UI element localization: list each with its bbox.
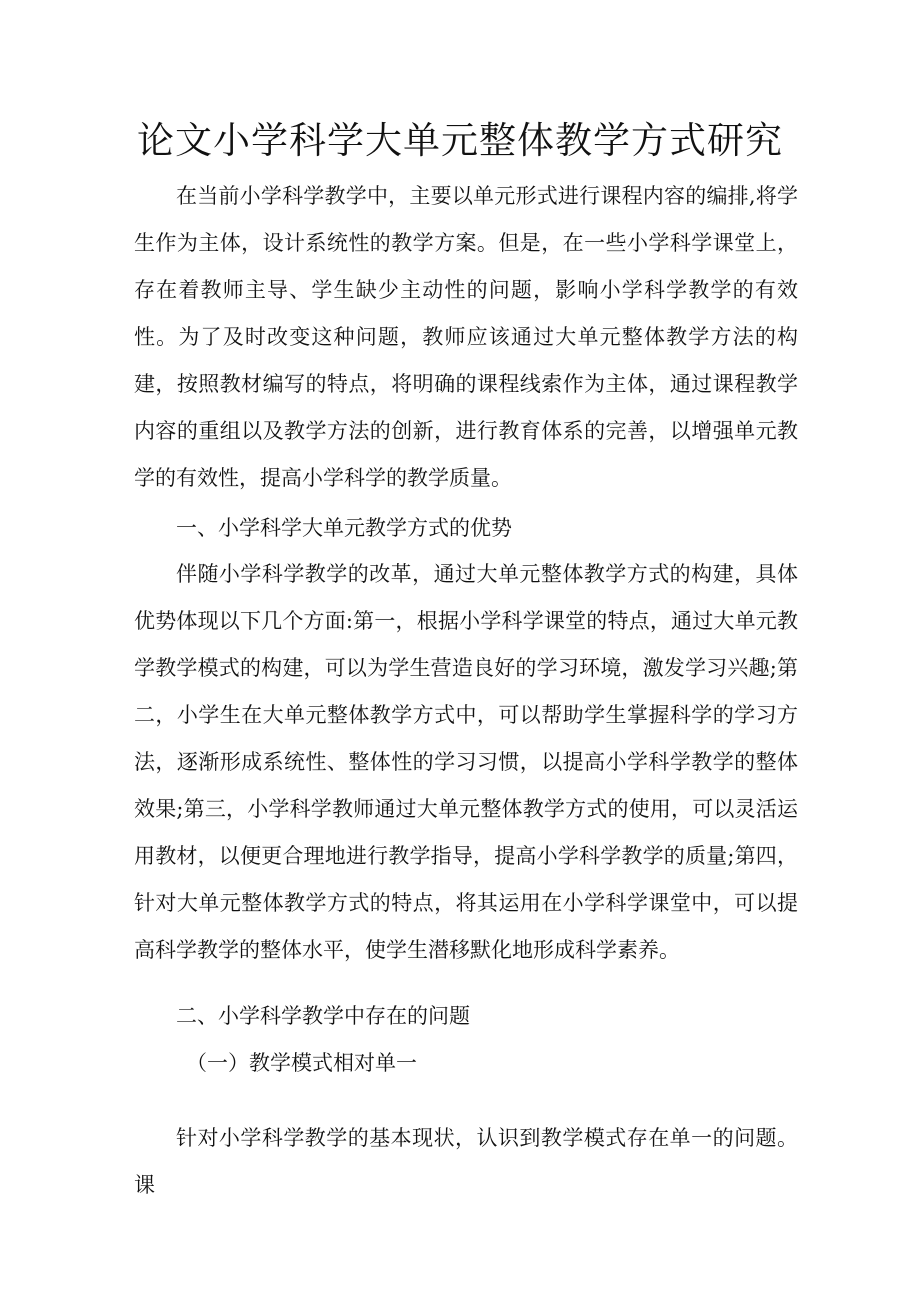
section2-subheading-1: （一）教学模式相对单一: [186, 1051, 417, 1075]
intro-paragraph: 在当前小学科学教学中，主要以单元形式进行课程内容的编排,将学生作为主体，设计系统性的教学方案。但是，在一些小学科学课堂上，存在着教师主导、学生缺少主动性的问题，影响小学科学教学的有效性。为了及时改变这种问题，教师应该通过大单元整体教学方法的构建，按照教材编写的特点，将明确的课程线索作为主体，通过课程教学内容的重组以及教学方法的创新，进行教育体系的完善，以增强单元教学的有效性，提高小学科学的教学质量。: [134, 184, 798, 490]
section1-paragraph: 伴随小学科学教学的改革，通过大单元整体教学方式的构建，具体优势体现以下几个方面:第一，根据小学科学课堂的特点，通过大单元教学教学模式的构建，可以为学生营造良好的学习环境，激发学习兴趣;第二，小学生在大单元整体教学方式中，可以帮助学生掌握科学的学习方法，逐渐形成系统性、整体性的学习习惯，以提高小学科学教学的整体效果;第三，小学科学教师通过大单元整体教学方式的使用，可以灵活运用教材，以便更合理地进行教学指导，提高小学科学教学的质量;第四，针对大单元整体教学方式的特点，将其运用在小学科学课堂中，可以提高科学教学的整体水平，使学生潜移默化地形成科学素养。: [134, 562, 798, 962]
section2-sub1-paragraph: 针对小学科学教学的基本现状，认识到教学模式存在单一的问题。课: [134, 1126, 798, 1197]
section2-heading: 二、小学科学教学中存在的问题: [176, 1004, 470, 1028]
section1-heading: 一、小学科学大单元教学方式的优势: [176, 516, 512, 540]
document-title: 论文小学科学大单元整体教学方式研究: [137, 119, 783, 162]
